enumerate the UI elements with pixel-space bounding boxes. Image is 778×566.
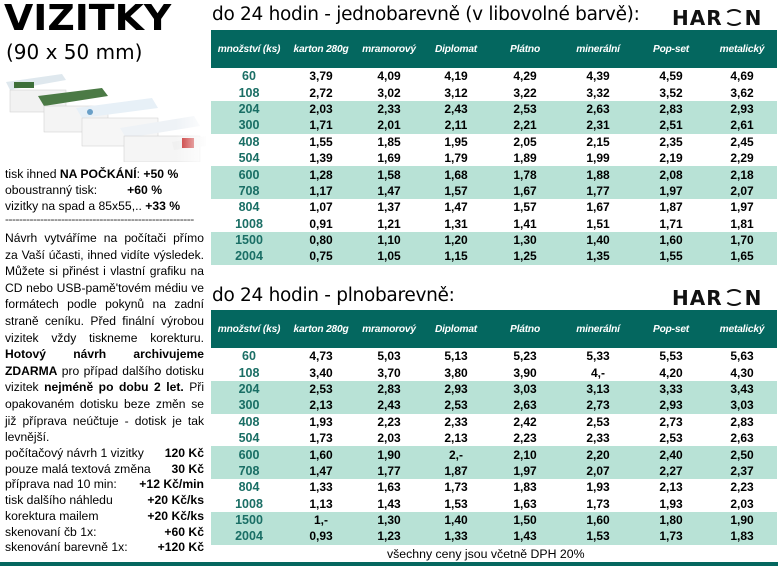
description-paragraph: Návrh vytváříme na počítači přímo za Vaší účasti, ihned vidíte výsledek. Můžete si přinést i vlastní grafiku na CD nebo USB-pamě'tovém médiu ve formátech podle pokynů na zadní straně ceníku. Před finální výrobou vizitek vždy tiskneme korekturu. Hotový návrh archivujeme ZDARMA pro případ dalšího dotisku vizitek nejméně po dobu 2 let. Při opakovaném dotisku beze změn se již příprava neúčtuje - dotisk je tak levnější. [5,231,205,445]
price-cell: 2,53 [423,397,489,413]
price-cell: 2,33 [586,431,610,446]
price-cell: 2,13 [444,431,468,446]
table-row [211,166,777,182]
column-header: množství (ks) [211,30,287,68]
quantity-cell: 60 [242,349,256,364]
price-cell: 4,59 [659,69,683,84]
price-cell: 3,80 [444,365,468,380]
price-cell: 2,53 [586,414,610,429]
price-cell: 1,70 [707,232,777,248]
logo-o-icon [724,289,744,306]
price-cell: 3,52 [659,85,683,100]
price-cell: 2,10 [489,446,561,462]
price-cell: 2,73 [659,414,683,429]
page-subtitle: (90 x 50 mm) [6,40,143,64]
column-header: Plátno [489,310,561,348]
price-cell: 1,25 [489,248,561,264]
price-cell: 2,83 [635,101,707,117]
price-cell: 3,02 [377,85,401,100]
quantity-cell: 708 [211,183,287,199]
price-cell: 5,33 [586,349,610,364]
price-cell: 3,43 [707,381,777,397]
price-cell: 2,35 [659,134,683,149]
price-cell: 1,17 [287,183,355,199]
table-row [211,512,777,528]
quantity-cell: 108 [238,85,260,100]
price-cell: 2,21 [489,117,561,133]
price-cell: 1,73 [586,496,610,511]
price-cell: 1,33 [423,528,489,544]
option-value: +50 % [143,167,179,181]
quantity-cell: 1008 [235,496,263,511]
price-cell: 2,05 [513,134,537,149]
price-cell: 4,20 [659,365,683,380]
price-cell: 1,41 [513,216,537,231]
column-header: metalický [707,30,777,68]
price-cell: 4,- [590,365,605,380]
vat-note: všechny ceny jsou včetně DPH 20% [387,547,585,561]
price-cell: 5,03 [377,349,401,364]
quantity-cell: 204 [211,101,287,117]
section-title-full: do 24 hodin - plnobarevně: [212,285,455,306]
price-cell: 2,03 [730,496,754,511]
price-cell: 1,50 [489,512,561,528]
price-cell: 1,07 [309,200,333,215]
price-cell: 1,68 [423,166,489,182]
price-cell: 1,43 [377,496,401,511]
price-cell: 1,13 [309,496,333,511]
price-cell: 2,53 [659,431,683,446]
business-cards-image [4,72,206,162]
price-cell: 5,23 [513,349,537,364]
price-cell: 1,63 [377,480,401,495]
fee-item: korektura mailem +20 Kč/ks [5,508,204,523]
price-cell: 2,20 [561,446,635,462]
price-cell: 1,30 [489,232,561,248]
table-row [211,414,777,430]
price-cell: 1,77 [355,463,423,479]
quantity-cell: 1500 [211,512,287,528]
price-cell: 2,31 [561,117,635,133]
column-header: mramorový [355,310,423,348]
option-value: +60 % [127,183,163,197]
price-cell: 1,69 [377,151,401,166]
option-bleed: vizitky na spad a 85x55,.. +33 % [5,199,181,213]
table-row [211,496,777,512]
quantity-cell: 804 [238,480,260,495]
price-cell: 2,51 [635,117,707,133]
price-cell: 1,97 [635,183,707,199]
table-row [211,479,777,495]
logo-o-icon [724,9,744,26]
price-cell: 2,33 [444,414,468,429]
quantity-cell: 408 [238,134,260,149]
divider: ------------------------------------------------------ [5,212,194,226]
fee-item: tisk dalšího náhledu +20 Kč/ks [5,493,204,508]
price-cell: 2,73 [561,397,635,413]
price-cell: 1,63 [513,496,537,511]
price-cell: 2,23 [730,480,754,495]
price-cell: 2,18 [707,166,777,182]
price-cell: 1,83 [513,480,537,495]
price-cell: 1,67 [489,183,561,199]
column-header: Plátno [489,30,561,68]
price-cell: 1,31 [444,216,468,231]
column-header: Pop-set [635,30,707,68]
price-cell: 3,62 [730,85,754,100]
column-header: množství (ks) [211,310,287,348]
table-row [211,232,777,248]
price-cell: 1,60 [635,232,707,248]
price-cell: 1,71 [287,117,355,133]
price-cell: 2,19 [659,151,683,166]
price-cell: 1,47 [287,463,355,479]
price-cell: 1,51 [586,216,610,231]
price-cell: 3,90 [513,365,537,380]
price-cell: 0,75 [287,248,355,264]
price-cell: 2,63 [730,431,754,446]
price-cell: 1,99 [586,151,610,166]
price-cell: 2,23 [513,431,537,446]
price-cell: 2,53 [287,381,355,397]
price-cell: 1,57 [423,183,489,199]
table-row [211,216,777,232]
price-cell: 2,13 [659,480,683,495]
price-cell: 1,05 [355,248,423,264]
price-cell: 1,30 [355,512,423,528]
column-header: metalický [707,310,777,348]
price-cell: 3,33 [635,381,707,397]
column-header: mramorový [355,30,423,68]
table-row [211,528,777,544]
price-cell: 3,40 [309,365,333,380]
price-cell: 1,90 [707,512,777,528]
price-cell: 2,01 [355,117,423,133]
price-cell: 1,20 [423,232,489,248]
header-row [211,310,777,348]
left-column [0,0,205,566]
price-cell: 4,09 [377,69,401,84]
price-cell: 1,10 [355,232,423,248]
price-cell: 3,70 [377,365,401,380]
price-cell: 1,71 [659,216,683,231]
price-cell: 2,83 [730,414,754,429]
price-cell: 1,85 [377,134,401,149]
option-duplex: oboustranný tisk: +60 % [5,183,163,197]
price-cell: 3,12 [444,85,468,100]
price-cell: 2,23 [377,414,401,429]
quantity-cell: 60 [242,69,256,84]
price-cell: 2,08 [635,166,707,182]
price-cell: 2,63 [489,397,561,413]
table-row [211,150,777,166]
price-cell: 2,37 [707,463,777,479]
price-cell: 2,93 [423,381,489,397]
price-cell: 0,93 [287,528,355,544]
price-cell: 1,65 [707,248,777,264]
price-cell: 1,73 [444,480,468,495]
quantity-cell: 204 [211,381,287,397]
price-cell: 1,87 [659,200,683,215]
table-row [211,101,777,117]
table-row [211,463,777,479]
table-row [211,248,777,264]
price-cell: 1,60 [287,446,355,462]
price-cell: 2,61 [707,117,777,133]
quantity-cell: 1500 [211,232,287,248]
column-header: karton 280g [287,310,355,348]
price-cell: 3,03 [707,397,777,413]
price-cell: 2,29 [730,151,754,166]
price-cell: 1,39 [309,151,333,166]
quantity-cell: 2004 [211,248,287,264]
fee-item: pouze malá textová změna 30 Kč [5,461,204,476]
price-cell: 1,40 [561,232,635,248]
price-cell: 1,43 [489,528,561,544]
price-cell: 1,47 [444,200,468,215]
table-row [211,381,777,397]
price-cell: 3,13 [561,381,635,397]
table-row [211,397,777,413]
price-cell: 2,15 [586,134,610,149]
table-row [211,134,777,150]
price-cell: 1,73 [309,431,333,446]
price-cell: 4,19 [444,69,468,84]
price-cell: 1,47 [355,183,423,199]
price-cell: 5,13 [444,349,468,364]
price-cell: 1,97 [489,463,561,479]
price-cell: 1,95 [444,134,468,149]
price-cell: 4,69 [730,69,754,84]
price-cell: 0,91 [309,216,333,231]
table-row [211,84,777,100]
bottom-bar [0,562,778,566]
table-row [211,364,777,380]
price-cell: 2,13 [287,397,355,413]
column-header: karton 280g [287,30,355,68]
price-cell: 1,73 [635,528,707,544]
price-cell: 2,- [423,446,489,462]
column-header: Diplomat [423,310,489,348]
price-cell: 2,42 [513,414,537,429]
price-cell: 3,03 [489,381,561,397]
price-cell: 1,89 [513,151,537,166]
option-value: +33 % [145,199,181,213]
print-options [5,166,205,214]
price-cell: 1,93 [659,496,683,511]
table-row [211,430,777,446]
quantity-cell: 600 [211,446,287,462]
price-cell: 1,88 [561,166,635,182]
price-cell: 2,07 [707,183,777,199]
quantity-cell: 600 [211,166,287,182]
quantity-cell: 300 [211,397,287,413]
price-cell: 1,- [287,512,355,528]
table-row [211,117,777,133]
price-cell: 1,37 [377,200,401,215]
price-cell: 1,60 [561,512,635,528]
quantity-cell: 504 [238,151,260,166]
price-cell: 1,35 [561,248,635,264]
column-header: Pop-set [635,310,707,348]
price-cell: 2,33 [355,101,423,117]
header-row [211,30,777,68]
price-cell: 2,43 [423,101,489,117]
price-cell: 5,63 [730,349,754,364]
column-header: minerální [561,310,635,348]
price-cell: 1,87 [423,463,489,479]
quantity-cell: 804 [238,200,260,215]
price-cell: 1,58 [355,166,423,182]
price-cell: 2,27 [635,463,707,479]
price-cell: 1,23 [355,528,423,544]
price-cell: 1,33 [309,480,333,495]
price-cell: 1,15 [423,248,489,264]
price-cell: 2,50 [707,446,777,462]
haron-logo: HAR N [672,286,763,310]
price-cell: 4,30 [730,365,754,380]
price-cell: 3,32 [586,85,610,100]
column-header: minerální [561,30,635,68]
price-cell: 0,80 [287,232,355,248]
price-cell: 4,73 [309,349,333,364]
fee-item: skenovaní čb 1x: +60 Kč [5,524,204,539]
fee-list [5,446,204,556]
price-cell: 1,90 [355,446,423,462]
quantity-cell: 408 [238,414,260,429]
price-cell: 1,55 [309,134,333,149]
price-cell: 2,43 [355,397,423,413]
price-cell: 1,79 [444,151,468,166]
column-header: Diplomat [423,30,489,68]
price-cell: 2,93 [635,397,707,413]
price-cell: 4,39 [586,69,610,84]
quantity-cell: 708 [211,463,287,479]
fee-item: počítačový návrh 1 vizitky 120 Kč [5,446,204,460]
price-cell: 1,67 [586,200,610,215]
table-row [211,446,777,462]
price-cell: 2,07 [561,463,635,479]
price-cell: 1,77 [561,183,635,199]
price-cell: 2,93 [707,101,777,117]
price-cell: 1,40 [423,512,489,528]
price-cell: 2,45 [730,134,754,149]
price-cell: 5,53 [659,349,683,364]
price-cell: 2,53 [489,101,561,117]
price-table-full [211,310,777,545]
price-cell: 2,40 [635,446,707,462]
table-row [211,183,777,199]
price-cell: 1,80 [635,512,707,528]
table-row [211,199,777,215]
price-cell: 1,21 [377,216,401,231]
quantity-cell: 2004 [211,528,287,544]
quantity-cell: 1008 [235,216,263,231]
option-express: tisk ihned NA POČKÁNÍ: +50 % [5,167,179,181]
price-cell: 3,22 [513,85,537,100]
price-cell: 1,97 [730,200,754,215]
price-cell: 2,03 [377,431,401,446]
quantity-cell: 108 [238,365,260,380]
price-cell: 2,83 [355,381,423,397]
fee-item: skenování barevně 1x: +120 Kč [5,540,204,555]
price-cell: 1,93 [586,480,610,495]
price-cell: 1,57 [513,200,537,215]
price-cell: 1,78 [489,166,561,182]
page-title: VIZITKY [4,0,172,39]
price-table-mono [211,30,777,265]
fee-item: příprava nad 10 min: +12 Kč/min [5,477,204,492]
price-cell: 2,11 [423,117,489,133]
table-row [211,348,777,364]
price-cell: 2,03 [287,101,355,117]
price-cell: 1,93 [309,414,333,429]
price-cell: 3,79 [309,69,333,84]
quantity-cell: 504 [238,431,260,446]
price-cell: 1,55 [635,248,707,264]
price-cell: 2,72 [309,85,333,100]
price-cell: 2,63 [561,101,635,117]
table-row [211,68,777,84]
price-cell: 1,53 [561,528,635,544]
price-cell: 1,28 [287,166,355,182]
price-cell: 1,83 [707,528,777,544]
price-cell: 4,29 [513,69,537,84]
quantity-cell: 300 [211,117,287,133]
price-cell: 1,81 [730,216,754,231]
haron-logo: HAR N [672,6,763,30]
section-title-mono: do 24 hodin - jednobarevně (v libovolné barvě): [212,4,640,25]
price-cell: 1,53 [444,496,468,511]
